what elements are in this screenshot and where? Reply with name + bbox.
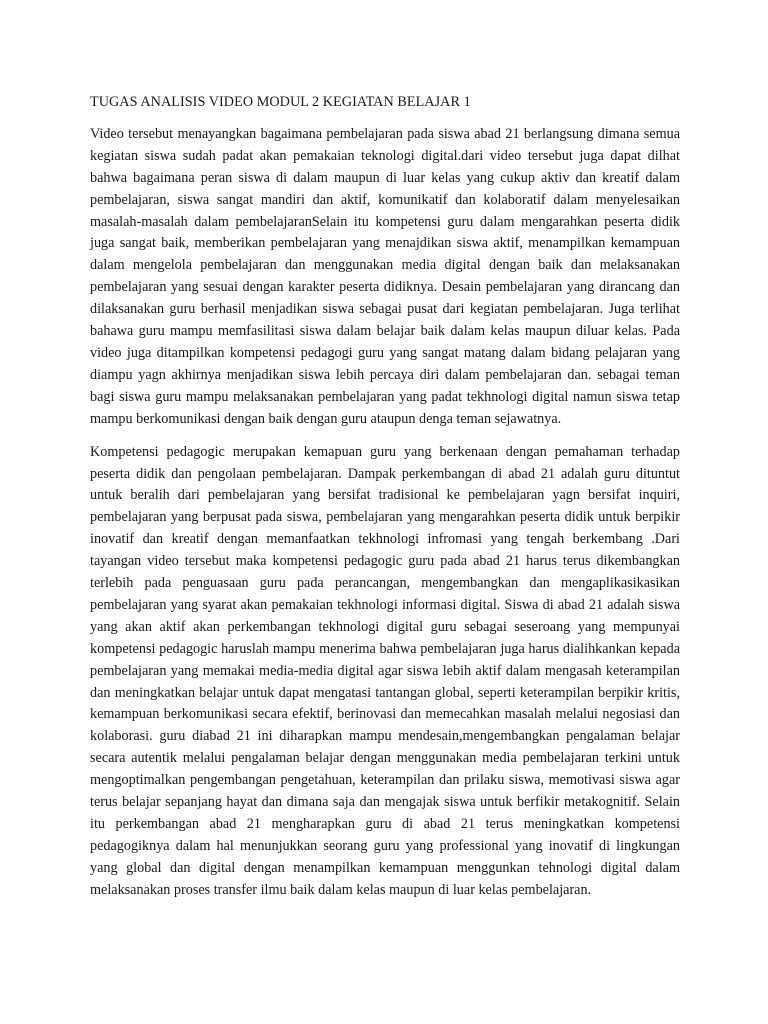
paragraph-1: Video tersebut menayangkan bagaimana pembelajaran pada siswa abad 21 berlangsung dimana semua kegiatan siswa sudah padat akan pemakaian teknologi digital.dari video tersebut juga dapat dilhat bahwa bagaimana peran siswa di dalam maupun di luar kelas yang cukup aktiv dan kreatif dalam pembelajaran, siswa sangat mandiri dan aktif, komunikatif dan kolaboratif dalam menyelesaikan masalah-masalah dalam pembelajaranSelain itu kompetensi guru dalam mengarahkan peserta didik juga sangat baik, memberikan pembelajaran yang menajdikan siswa aktif, menampilkan kemampuan dalam mengelola pembelajaran dan menggunakan media digital dengan baik dan melaksanakan pembelajaran yang sesuai dengan karakter peserta didiknya. Desain pembelajaran yang dirancang dan dilaksanakan guru berhasil menjadikan siswa sebagai pusat dari kegiatan pembelajaran. Juga terlihat bahawa guru mampu memfasilitasi siswa dalam belajar baik dalam kelas maupun diluar kelas. Pada video juga ditampilkan kompetensi pedagogi guru yang sangat matang dalam bidang pelajaran yang diampu yagn akhirnya menjadikan siswa lebih percaya diri dalam pembelajaran dan. sebagai teman bagi siswa guru mampu melaksanakan pembelajaran yang padat tekhnologi digital namun siswa tetap mampu berkomunikasi dengan baik dengan guru ataupun denga teman sejawatnya.	[90, 125, 680, 427]
document-page	[90, 92, 680, 913]
paragraph-2: Kompetensi pedagogic merupakan kemapuan guru yang berkenaan dengan pemahaman terhadap peserta didik dan pengolaan pembelajaran. Dampak perkembangan di abad 21 adalah guru dituntut untuk beralih dari pembelajaran yang bersifat tradisional ke pembelajaran yagn bersifat inquiri, pembelajaran yang berpusat pada siswa, pembelajaran yang mengarahkan peserta didik untuk berpikir inovatif dan kreatif dengan memanfaatkan tekhnologi infromasi yang tengah berkembang .Dari tayangan video tersebut maka kompetensi pedagogic guru pada abad 21 harus terus dikembangkan terlebih pada penguasaan guru pada perancangan, mengembangkan dan mengaplikasikasikan pembelajaran yang syarat akan pemakaian tekhnologi informasi digital. Siswa di abad 21 adalah siswa yang akan aktif akan perkembangan tekhnologi digital guru sebagai seseroang yang mempunyai kompetensi pedagogic haruslah mampu menerima bahwa pembelajaran juga harus dialihkankan kepada pembelajaran yang memakai media-media digital agar siswa lebih aktif dalam mengasah keterampilan dan meningkatkan belajar untuk dapat mengatasi tantangan global, seperti keterampilan berpikir kritis, kemampuan berkomunikasi secara efektif, berinovasi dan memecahkan masalah melalui negosiasi dan kolaborasi. guru diabad 21 ini diharapkan mampu mendesain,mengembangkan pengalaman belajar secara autentik melalui pengalaman belajar dengan menggunakan media pembelajaran terkini untuk mengoptimalkan pengembangan pengetahuan, keterampilan dan prilaku siswa, memotivasi siswa agar terus belajar sepanjang hayat dan dimana saja dan mengajak siswa untuk berfikir metakognitif. Selain itu perkembangan abad 21 mengharapkan guru di abad 21 terus meningkatkan kompetensi pedagogiknya dalam hal menunjukkan seorang guru yang professional yang inovatif di lingkungan yang global dan digital dengan menampilkan kemampuan menggunkan tehnologi digital dalam melaksanakan proses transfer ilmu baik dalam kelas maupun di luar kelas pembelajaran.	[90, 443, 680, 898]
document-title: TUGAS ANALISIS VIDEO MODUL 2 KEGIATAN BELAJAR 1	[90, 94, 471, 110]
